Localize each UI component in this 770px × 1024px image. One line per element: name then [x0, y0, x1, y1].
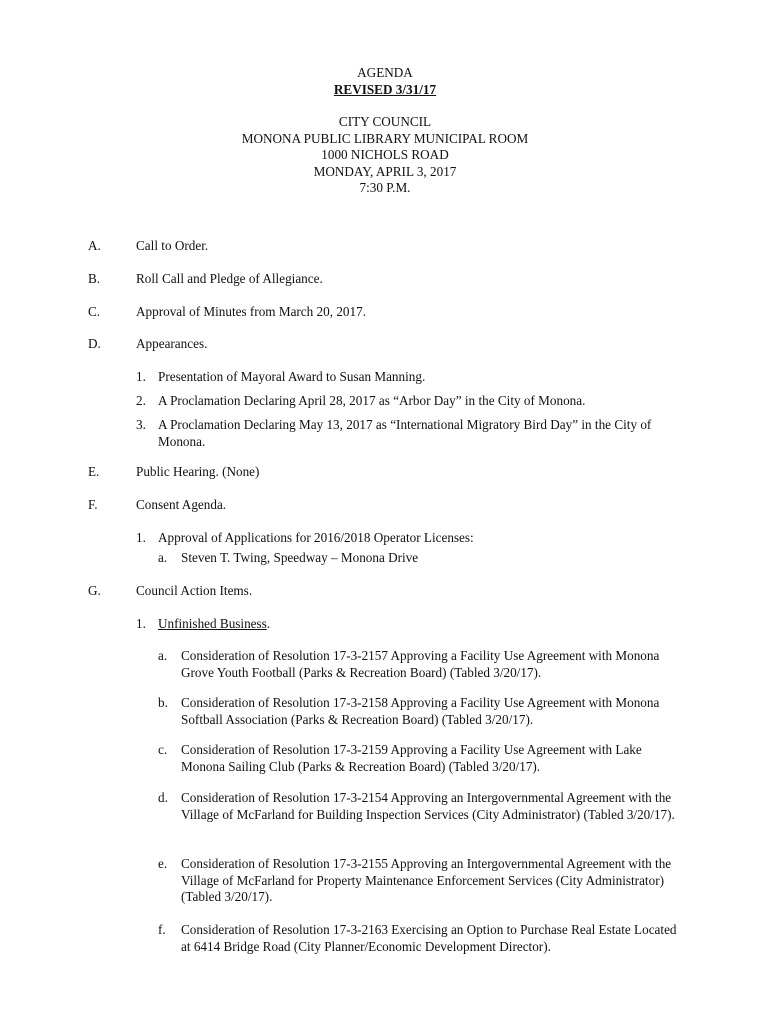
revised-date: REVISED 3/31/17 — [333, 81, 437, 97]
meeting-location: MONONA PUBLIC LIBRARY MUNICIPAL ROOM — [241, 130, 529, 146]
meeting-date: MONDAY, APRIL 3, 2017 — [313, 163, 457, 179]
item-text: Approval of Minutes from March 20, 2017. — [136, 304, 367, 319]
item-letter: E. — [88, 464, 100, 479]
item-text: Council Action Items. — [136, 583, 253, 598]
subitem-letter: c. — [158, 742, 168, 757]
subitem-text: Consideration of Resolution 17-3-2157 Approving a Facility Use Agreement with Monona Grove Youth Football (Parks & Recreation Board) (Tabled 3/20/17). — [181, 648, 660, 680]
sub-number: 1. — [136, 616, 146, 631]
item-letter: C. — [88, 304, 101, 319]
sub-number: 1. — [136, 369, 146, 384]
item-letter: D. — [88, 336, 101, 351]
meeting-info — [0, 114, 770, 197]
item-text: Consent Agenda. — [136, 497, 227, 512]
subitem-text: Consideration of Resolution 17-3-2159 Approving a Facility Use Agreement with Lake Monona Sailing Club (Parks & Recreation Board) (Tabled 3/20/17). — [181, 742, 642, 774]
heading-suffix: . — [266, 616, 271, 631]
sub-number: 2. — [136, 393, 146, 408]
subitem-text: Steven T. Twing, Speedway – Monona Drive — [181, 550, 419, 565]
sub-text: A Proclamation Declaring April 28, 2017 as “Arbor Day” in the City of Monona. — [158, 393, 586, 408]
subitem-letter: b. — [158, 695, 168, 710]
sub-text: Approval of Applications for 2016/2018 Operator Licenses: — [158, 530, 474, 545]
subitem-text: Consideration of Resolution 17-3-2163 Exercising an Option to Purchase Real Estate Located at 6414 Bridge Road (City Planner/Economic Development Director). — [181, 922, 677, 954]
sub-number: 1. — [136, 530, 146, 545]
item-letter: A. — [88, 238, 101, 253]
subitem-letter: a. — [158, 648, 168, 663]
item-letter: B. — [88, 271, 101, 286]
agenda-header — [0, 65, 770, 98]
item-text: Public Hearing. (None) — [136, 464, 260, 479]
sub-text: Presentation of Mayoral Award to Susan Manning. — [158, 369, 426, 384]
meeting-address: 1000 NICHOLS ROAD — [321, 147, 449, 162]
meeting-time: 7:30 P.M. — [359, 180, 411, 195]
subitem-letter: f. — [158, 922, 166, 937]
body-name: CITY COUNCIL — [338, 114, 432, 129]
item-letter: G. — [88, 583, 101, 598]
item-letter: F. — [88, 497, 98, 512]
subitem-letter: e. — [158, 856, 168, 871]
section-heading: Unfinished Business — [158, 616, 267, 631]
item-text: Call to Order. — [136, 238, 209, 253]
item-text: Roll Call and Pledge of Allegiance. — [136, 271, 323, 286]
sub-number: 3. — [136, 417, 146, 432]
subitem-letter: a. — [158, 550, 168, 565]
sub-text: A Proclamation Declaring May 13, 2017 as “International Migratory Bird Day” in the City of Monona. — [158, 417, 652, 449]
subitem-text: Consideration of Resolution 17-3-2158 Approving a Facility Use Agreement with Monona Softball Association (Parks & Recreation Board) (Tabled 3/20/17). — [181, 695, 660, 727]
subitem-text: Consideration of Resolution 17-3-2154 Approving an Intergovernmental Agreement with the Village of McFarland for Building Inspection Services (City Administrator) (Tabled 3/20/17). — [181, 790, 675, 822]
agenda-title: AGENDA — [357, 65, 413, 80]
subitem-letter: d. — [158, 790, 168, 805]
item-text: Appearances. — [136, 336, 208, 351]
subitem-text: Consideration of Resolution 17-3-2155 Approving an Intergovernmental Agreement with the Village of McFarland for Property Maintenance Enforcement Services (City Administrator) (Tabled 3/20/17). — [181, 856, 672, 904]
